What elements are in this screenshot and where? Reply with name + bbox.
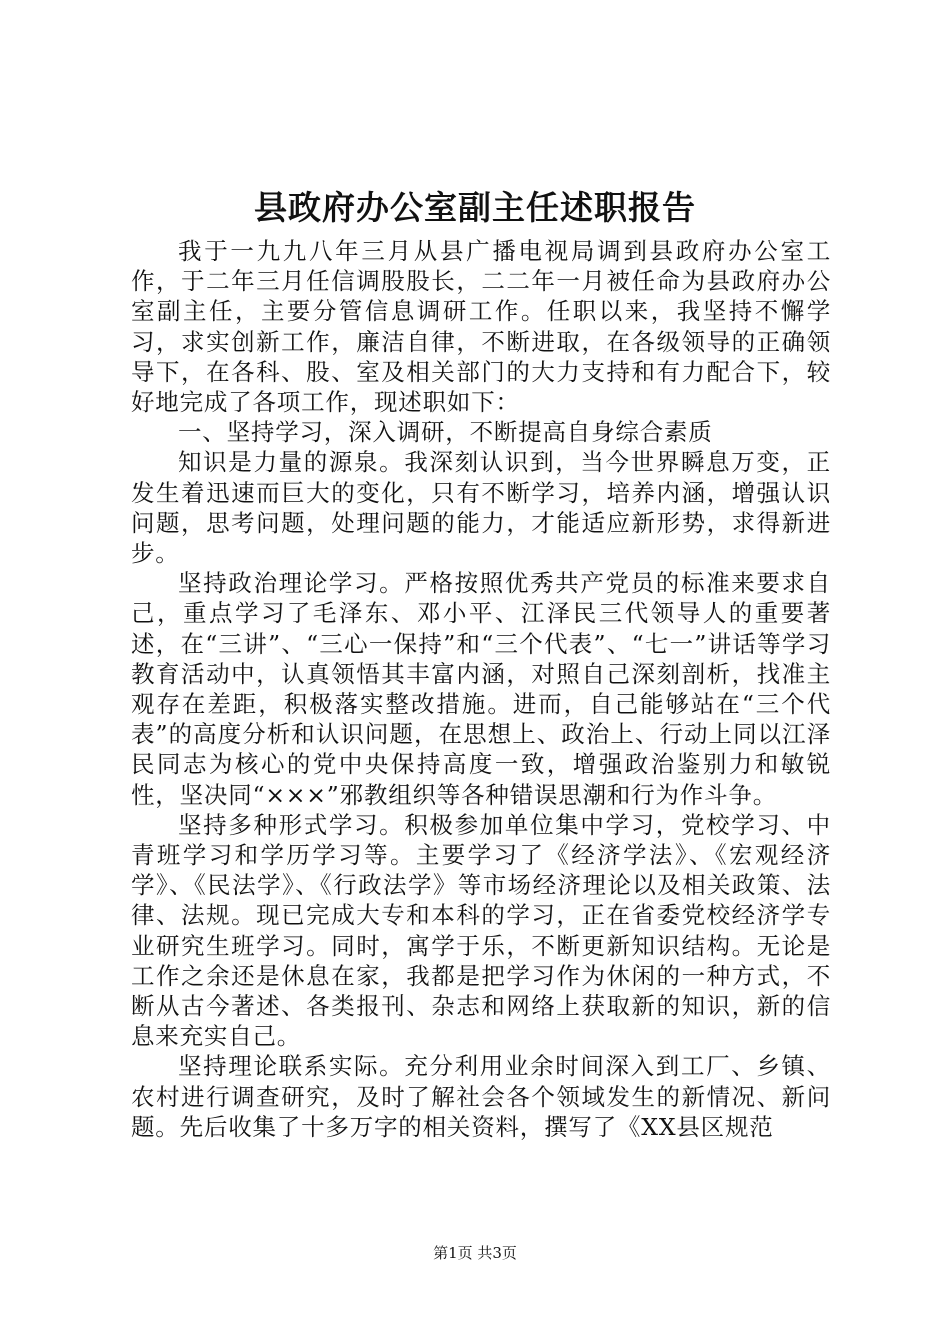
intro-paragraph: 我于一九九八年三月从县广播电视局调到县政府办公室工作，于二年三月任信调股股长，二二年一月被任命为县政府办公室副主任，主要分管信息调研工作。任职以来，我坚持不懈学习，求实创新工作，廉洁自律，不断进取，在各级领导的正确领导下，在各科、股、室及相关部门的大力支持和有力配合下，较好地完成了各项工作，现述职如下： — [131, 237, 831, 417]
page-number: 第1页 共3页 — [433, 1244, 517, 1262]
body-paragraph: 知识是力量的源泉。我深刻认识到，当今世界瞬息万变，正发生着迅速而巨大的变化，只有不断学习，培养内涵，增强认识问题，思考问题，处理问题的能力，才能适应新形势，求得新进步。 — [131, 448, 831, 568]
document-title: 县政府办公室副主任述职报告 — [254, 188, 696, 227]
body-paragraph: 坚持政治理论学习。严格按照优秀共产党员的标准来要求自己，重点学习了毛泽东、邓小平、江泽民三代领导人的重要著述，在“三讲”、“三心一保持”和“三个代表”、“七一”讲话等学习教育活动中，认真领悟其丰富内涵，对照自己深刻剖析，找准主观存在差距，积极落实整改措施。进而，自己能够站在“三个代表”的高度分析和认识问题，在思想上、政治上、行动上同以江泽民同志为核心的党中央保持高度一致，增强政治鉴别力和敏锐性，坚决同“×××”邪教组织等各种错误思潮和行为作斗争。 — [131, 569, 831, 809]
body-paragraph: 坚持理论联系实际。充分利用业余时间深入到工厂、乡镇、农村进行调查研究，及时了解社会各个领域发生的新情况、新问题。先后收集了十多万字的相关资料，撰写了《XX县区规范 — [131, 1052, 831, 1141]
body-paragraph: 坚持多种形式学习。积极参加单位集中学习，党校学习、中青班学习和学历学习等。主要学习了《经济学法》、《宏观经济学》、《民法学》、《行政法学》等市场经济理论以及相关政策、法律、法规。现已完成大专和本科的学习，正在省委党校经济学专业研究生班学习。同时，寓学于乐，不断更新知识结构。无论是工作之余还是休息在家，我都是把学习作为休闲的一种方式，不断从古今著述、各类报刊、杂志和网络上获取新的知识，新的信息来充实自己。 — [131, 810, 831, 1051]
document-body — [131, 236, 831, 1142]
section-heading: 一、坚持学习，深入调研，不断提高自身综合素质 — [178, 418, 713, 447]
